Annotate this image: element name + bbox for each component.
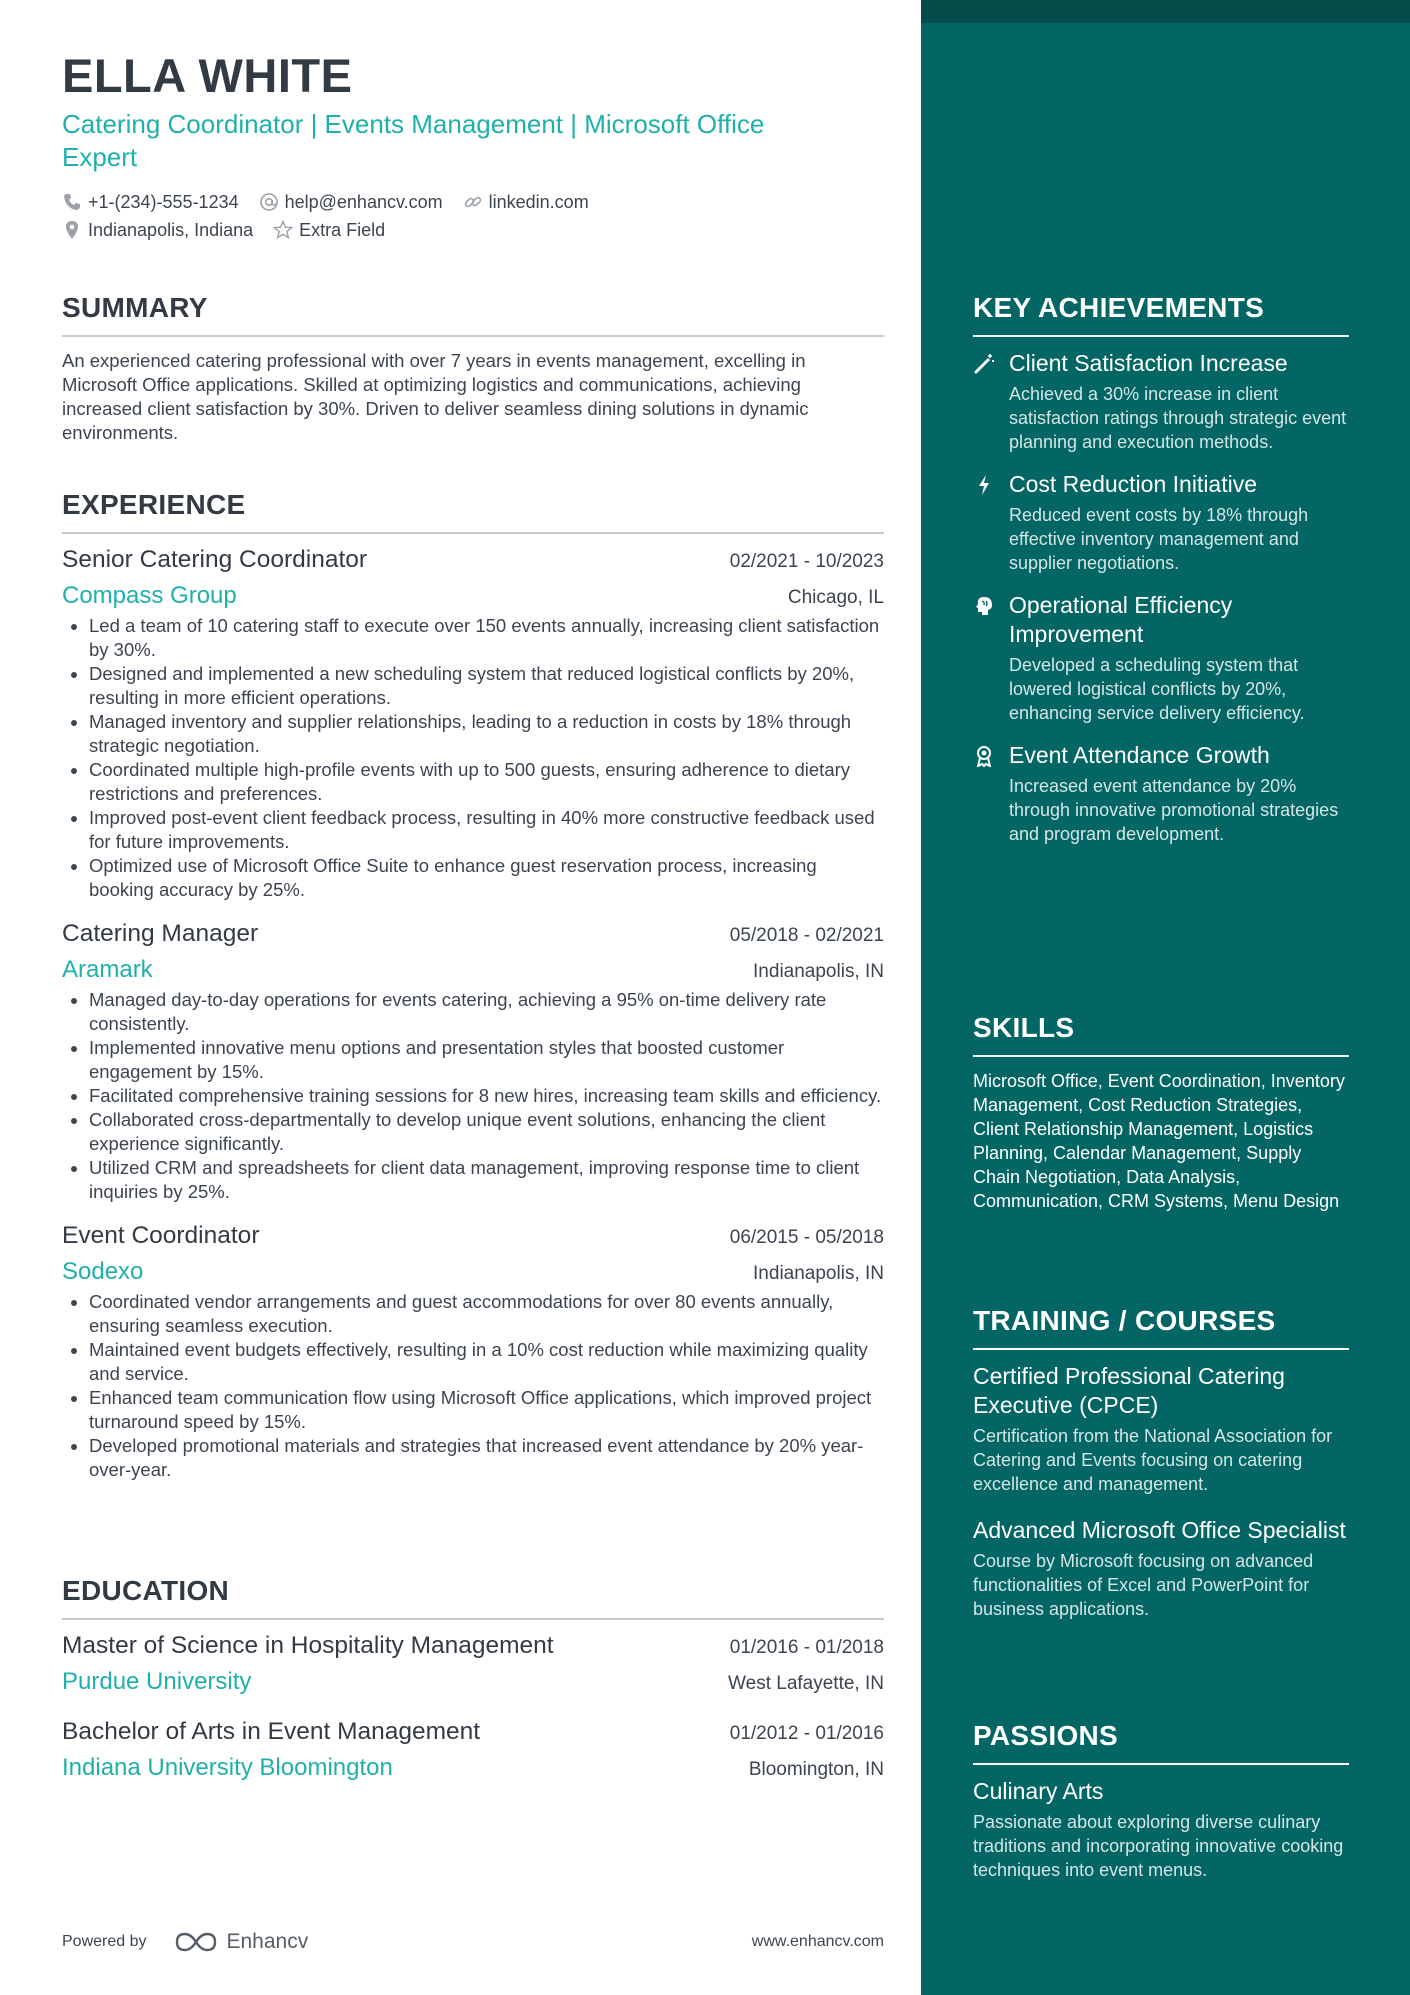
lightning-bolt-icon — [973, 470, 995, 575]
section-divider — [973, 335, 1349, 337]
extra-text: Extra Field — [299, 220, 386, 240]
school-location: Bloomington, IN — [748, 1759, 884, 1780]
summary-section — [62, 290, 884, 445]
passion-desc: Passionate about exploring diverse culinary traditions and incorporating innovative cooking techniques into event menus. — [973, 1812, 1344, 1880]
job-entry — [62, 546, 884, 902]
sidebar-top-band — [921, 0, 1410, 23]
education-section — [62, 1573, 884, 1782]
footer — [62, 1930, 884, 1954]
section-divider — [973, 1348, 1349, 1350]
powered-by-label: Powered by — [62, 1933, 147, 1950]
job-entry — [62, 920, 884, 1204]
section-divider — [973, 1763, 1349, 1765]
degree-title: Master of Science in Hospitality Management — [62, 1632, 554, 1659]
contact-row-2 — [62, 216, 884, 244]
achievement-title: Client Satisfaction Increase — [1009, 350, 1288, 376]
section-divider — [62, 532, 884, 534]
courses-section — [973, 1303, 1349, 1621]
brand-name: Enhancv — [226, 1930, 309, 1953]
passions-section — [973, 1718, 1349, 1882]
course-title: Advanced Microsoft Office Specialist — [973, 1517, 1346, 1543]
achievements-section — [973, 290, 1349, 846]
job-location: Indianapolis, IN — [753, 1263, 884, 1284]
job-dates: 05/2018 - 02/2021 — [729, 925, 884, 946]
bullet-item: • Designed and implemented a new scheduling system that reduced logistical conflicts by 20%, resulting in more efficient operations. — [89, 662, 884, 710]
location-pin-icon — [62, 220, 82, 240]
achievement-item — [973, 591, 1349, 725]
bullet-item: • Utilized CRM and spreadsheets for client data management, improving response time to client inquiries by 25%. — [89, 1156, 884, 1204]
brain-icon — [973, 591, 995, 725]
course-desc: Course by Microsoft focusing on advanced functionalities of Excel and PowerPoint for business applications. — [973, 1551, 1314, 1619]
course-item — [973, 1362, 1349, 1496]
contact-email[interactable] — [259, 188, 443, 216]
job-bullets — [62, 988, 884, 1204]
job-header — [62, 920, 884, 948]
job-title: Event Coordinator — [62, 1222, 260, 1249]
star-icon — [273, 220, 293, 240]
education-header — [62, 1718, 884, 1746]
education-title: EDUCATION — [62, 1575, 230, 1606]
bullet-item: • Led a team of 10 catering staff to execute over 150 events annually, increasing client satisfaction by 30%. — [89, 614, 884, 662]
experience-title: EXPERIENCE — [62, 489, 246, 520]
job-subheader — [62, 582, 884, 610]
powered-by — [62, 1930, 308, 1954]
degree-title: Bachelor of Arts in Event Management — [62, 1718, 481, 1745]
achievement-item — [973, 741, 1349, 846]
bullet-item: • Managed inventory and supplier relationships, leading to a reduction in costs by 18% through strategic negotiation. — [89, 710, 884, 758]
bullet-item: • Maintained event budgets effectively, resulting in a 10% cost reduction while maximizing quality and service. — [89, 1338, 884, 1386]
achievement-desc: Achieved a 30% increase in client satisfaction ratings through strategic event planning and execution methods. — [1009, 384, 1347, 452]
bullet-item: • Managed day-to-day operations for events catering, achieving a 95% on-time delivery rate consistently. — [89, 988, 884, 1036]
bullet-item: • Optimized use of Microsoft Office Suite to enhance guest reservation process, increasing booking accuracy by 25%. — [89, 854, 884, 902]
education-subheader — [62, 1754, 884, 1782]
bullet-item: • Facilitated comprehensive training sessions for 8 new hires, increasing team skills and efficiency. — [89, 1084, 884, 1108]
site-link[interactable]: www.enhancv.com — [751, 1933, 884, 1950]
job-bullets — [62, 614, 884, 902]
bullet-item: • Improved post-event client feedback process, resulting in 40% more constructive feedback used for future improvements. — [89, 806, 884, 854]
passion-title: Culinary Arts — [973, 1778, 1104, 1804]
course-desc: Certification from the National Association for Catering and Events focusing on catering excellence and management. — [973, 1426, 1333, 1494]
school-name: Indiana University Bloomington — [62, 1754, 393, 1781]
contact-linkedin[interactable] — [463, 188, 589, 216]
linkedin-text: linkedin.com — [488, 192, 589, 212]
phone-text: +1-(234)-555-1234 — [88, 192, 239, 212]
contact-row-1 — [62, 188, 884, 216]
bullet-item: • Coordinated vendor arrangements and guest accommodations for over 80 events annually, ensuring seamless execution. — [89, 1290, 884, 1338]
candidate-name: ELLA WHITE — [62, 49, 353, 102]
section-divider — [62, 1618, 884, 1620]
education-header — [62, 1632, 884, 1660]
experience-section — [62, 487, 884, 1482]
achievement-desc: Developed a scheduling system that lowered logistical conflicts by 20%, enhancing service delivery efficiency. — [1009, 655, 1305, 723]
summary-text: An experienced catering professional with over 7 years in events management, excelling in Microsoft Office applications. Skilled at optimizing logistics and communications, achieving increased client satisfaction by 30%. Driven to deliver seamless dining solutions in dynamic environments. — [62, 350, 809, 443]
section-divider — [973, 1055, 1349, 1057]
email-text: help@enhancv.com — [284, 192, 443, 212]
course-item — [973, 1516, 1349, 1621]
courses-title: TRAINING / COURSES — [973, 1305, 1276, 1336]
achievement-title: Event Attendance Growth — [1009, 742, 1270, 768]
skills-list: Microsoft Office, Event Coordination, Inventory Management, Cost Reduction Strategies, Client Relationship Management, Logistics Planning, Calendar Management, Supply Chain Negotiation, Data Analysis, Communication, CRM Systems, Menu Design — [973, 1071, 1345, 1211]
education-subheader — [62, 1668, 884, 1696]
job-subheader — [62, 1258, 884, 1286]
passions-title: PASSIONS — [973, 1720, 1119, 1751]
bullet-item: • Enhanced team communication flow using Microsoft Office applications, which improved project turnaround speed by 15%. — [89, 1386, 884, 1434]
resume-header — [62, 46, 884, 244]
skills-section — [973, 1010, 1349, 1213]
education-entry — [62, 1632, 884, 1696]
contact-location — [62, 216, 253, 244]
job-entry — [62, 1222, 884, 1482]
contact-phone[interactable] — [62, 188, 239, 216]
education-dates: 01/2016 - 01/2018 — [729, 1637, 884, 1658]
achievement-title: Cost Reduction Initiative — [1009, 471, 1258, 497]
enhancv-logo-icon — [173, 1930, 219, 1954]
passion-item — [973, 1777, 1349, 1882]
skills-title: SKILLS — [973, 1012, 1075, 1043]
candidate-headline: Catering Coordinator | Events Management | Microsoft Office Expert — [62, 109, 765, 172]
at-sign-icon — [259, 192, 279, 212]
company-name: Sodexo — [62, 1258, 144, 1285]
location-text: Indianapolis, Indiana — [88, 220, 254, 240]
job-location: Chicago, IL — [787, 587, 884, 608]
award-ribbon-icon — [973, 741, 995, 846]
contact-extra — [273, 216, 385, 244]
contact-info — [62, 188, 884, 244]
achievement-desc: Reduced event costs by 18% through effective inventory management and supplier negotiations. — [1009, 505, 1309, 573]
job-header — [62, 546, 884, 574]
school-location: West Lafayette, IN — [728, 1673, 884, 1694]
job-title: Catering Manager — [62, 920, 259, 947]
bullet-item: • Implemented innovative menu options and presentation styles that boosted customer engagement by 15%. — [89, 1036, 884, 1084]
section-divider — [62, 335, 884, 337]
brand-logo[interactable] — [173, 1930, 309, 1954]
job-header — [62, 1222, 884, 1250]
bullet-item: • Developed promotional materials and strategies that increased event attendance by 20% year-over-year. — [89, 1434, 884, 1482]
phone-icon — [62, 192, 82, 212]
education-dates: 01/2012 - 01/2016 — [729, 1723, 884, 1744]
achievements-title: KEY ACHIEVEMENTS — [973, 292, 1265, 323]
education-entry — [62, 1718, 884, 1782]
job-location: Indianapolis, IN — [753, 961, 884, 982]
company-name: Compass Group — [62, 582, 237, 609]
achievement-item — [973, 349, 1349, 454]
summary-title: SUMMARY — [62, 292, 208, 323]
company-name: Aramark — [62, 956, 153, 983]
school-name: Purdue University — [62, 1668, 252, 1695]
link-icon — [463, 192, 483, 212]
job-dates: 02/2021 - 10/2023 — [729, 551, 884, 572]
job-dates: 06/2015 - 05/2018 — [729, 1227, 884, 1248]
job-subheader — [62, 956, 884, 984]
course-title: Certified Professional Catering Executive (CPCE) — [973, 1363, 1285, 1418]
bullet-item: • Coordinated multiple high-profile events with up to 500 guests, ensuring adherence to dietary restrictions and preferences. — [89, 758, 884, 806]
job-bullets — [62, 1290, 884, 1482]
bullet-item: • Collaborated cross-departmentally to develop unique event solutions, enhancing the client experience significantly. — [89, 1108, 884, 1156]
achievement-desc: Increased event attendance by 20% through innovative promotional strategies and program development. — [1009, 776, 1339, 844]
achievement-title: Operational Efficiency Improvement — [1009, 592, 1233, 647]
achievement-item — [973, 470, 1349, 575]
magic-wand-icon — [973, 349, 995, 454]
job-title: Senior Catering Coordinator — [62, 546, 368, 573]
